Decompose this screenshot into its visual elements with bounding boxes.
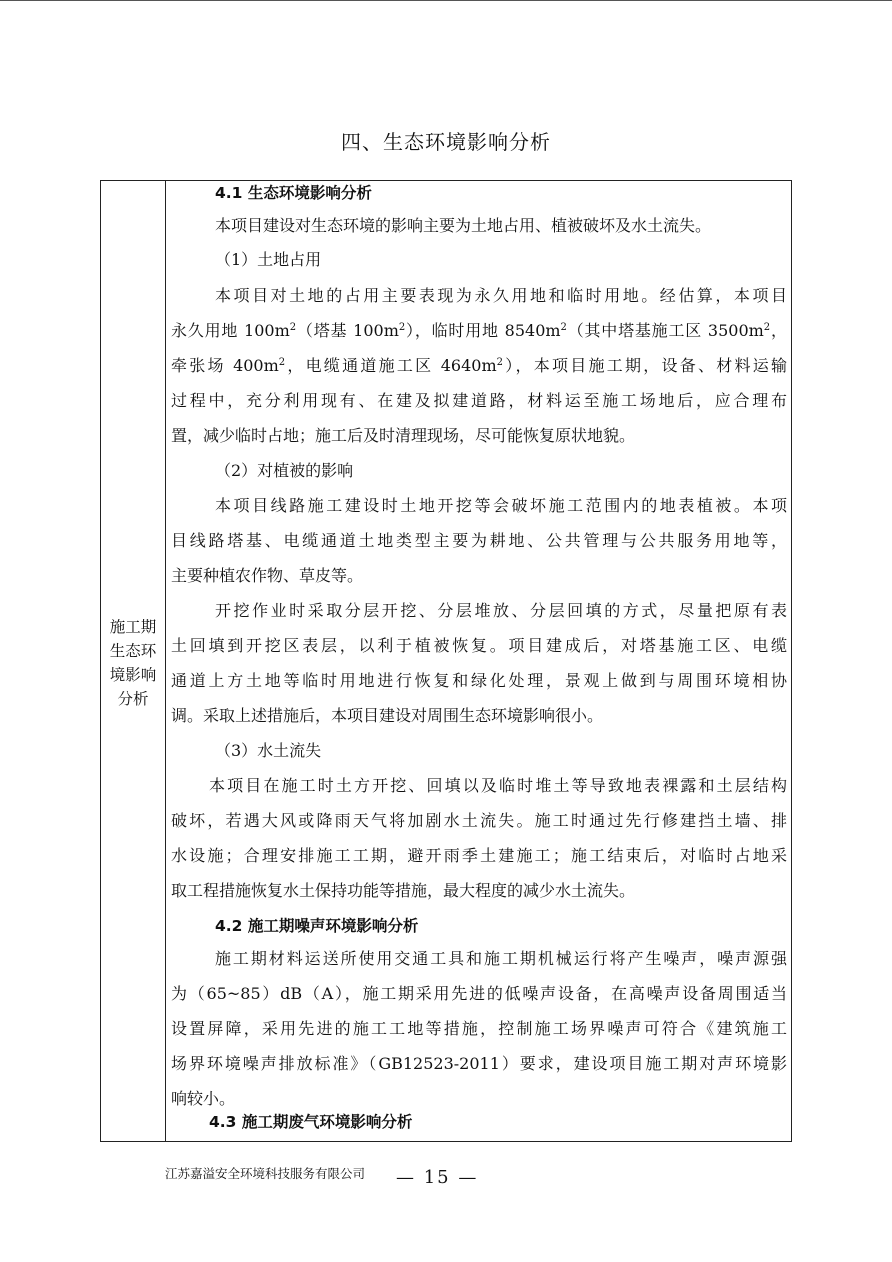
side-label-line: 境影响 <box>109 666 157 684</box>
paragraph-line: 破坏，若遇大风或降雨天气将加剧水土流失。施工时通过先行修建挡土墙、排 <box>171 811 787 830</box>
paragraph-line: 土回填到开挖区表层，以利于植被恢复。项目建成后，对塔基施工区、电缆 <box>171 636 787 655</box>
subheading-soil-erosion: （3）水土流失 <box>215 741 322 760</box>
paragraph-line: 取工程措施恢复水土保持功能等措施，最大程度的减少水土流失。 <box>171 881 636 900</box>
section-heading-4-3: 4.3 施工期废气环境影响分析 <box>209 1113 413 1131</box>
page-number: — 15 — <box>396 1167 479 1188</box>
paragraph-line: 为（65~85）dB（A），施工期采用先进的低噪声设备，在高噪声设备周围适当 <box>171 984 787 1003</box>
side-label <box>101 615 165 711</box>
side-label-line: 分析 <box>117 690 149 708</box>
paragraph-line: 本项目对土地的占用主要表现为永久用地和临时用地。经估算，本项目 <box>215 286 787 305</box>
content-table <box>100 180 792 1142</box>
paragraph-line: 主要种植农作物、草皮等。 <box>171 566 364 585</box>
paragraph-line: 开挖作业时采取分层开挖、分层堆放、分层回填的方式，尽量把原有表 <box>215 601 787 620</box>
page-title: 四、生态环境影响分析 <box>341 130 551 154</box>
column-divider <box>165 181 166 1141</box>
subheading-vegetation: （2）对植被的影响 <box>215 461 354 480</box>
side-label-line: 生态环 <box>109 642 157 660</box>
paragraph-line: 通道上方土地等临时用地进行恢复和绿化处理，景观上做到与周围环境相协 <box>171 671 787 690</box>
section-heading-4-1: 4.1 生态环境影响分析 <box>215 184 372 202</box>
paragraph-line: 响较小。 <box>171 1089 236 1108</box>
footer-company: 江苏嘉溢安全环境科技服务有限公司 <box>165 1166 366 1181</box>
paragraph-line: 目线路塔基、电缆通道土地类型主要为耕地、公共管理与公共服务用地等， <box>171 531 787 550</box>
paragraph-line: 过程中，充分利用现有、在建及拟建道路，材料运至施工场地后，应合理布 <box>171 391 787 410</box>
paragraph-line: 施工期材料运送所使用交通工具和施工期机械运行将产生噪声，噪声源强 <box>215 949 787 968</box>
paragraph-line: 本项目线路施工建设时土地开挖等会破坏施工范围内的地表植被。本项 <box>215 496 787 515</box>
section-heading-4-2: 4.2 施工期噪声环境影响分析 <box>215 917 419 935</box>
side-label-line: 施工期 <box>109 618 157 636</box>
top-border-line <box>0 0 892 1</box>
paragraph-line: 本项目在施工时土方开挖、回填以及临时堆土等导致地表裸露和土层结构 <box>209 776 787 795</box>
subheading-land-use: （1）土地占用 <box>215 250 322 269</box>
paragraph-line: 设置屏障，采用先进的施工工地等措施，控制施工场界噪声可符合《建筑施工 <box>171 1019 787 1038</box>
paragraph-line: 本项目建设对生态环境的影响主要为土地占用、植被破坏及水土流失。 <box>215 216 712 235</box>
paragraph-line: 场界环境噪声排放标准》（GB12523-2011）要求，建设项目施工期对声环境影 <box>171 1054 787 1073</box>
paragraph-line: 永久用地 $100m^2$（塔基 $100m^2$），临时用地 $8540m^2$（其中塔基施工区 $3500m^2$， <box>171 321 787 340</box>
paragraph-line: 水设施；合理安排施工工期，避开雨季土建施工；施工结束后，对临时占地采 <box>171 846 787 865</box>
paragraph-line: 牵张场 $400m^2$，电缆通道施工区 $4640m^2$），本项目施工期，设备、材料运输 <box>171 356 787 375</box>
paragraph-line: 置，减少临时占地；施工后及时清理现场，尽可能恢复原状地貌。 <box>171 426 636 445</box>
paragraph-line: 调。采取上述措施后，本项目建设对周围生态环境影响很小。 <box>171 706 604 725</box>
